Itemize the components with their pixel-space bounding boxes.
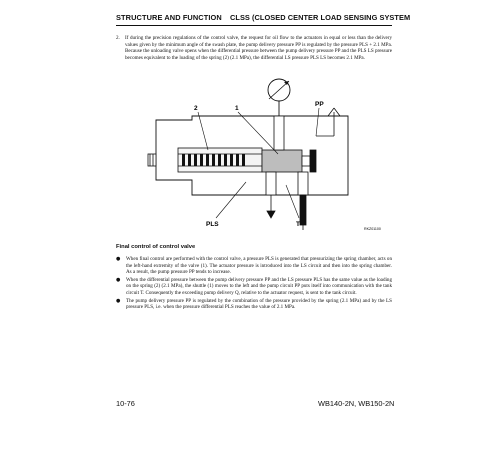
section-title: Final control of control valve: [116, 244, 196, 250]
page-number: 10-76: [116, 399, 135, 408]
list-item: [116, 298, 392, 311]
list-item: [116, 277, 392, 297]
bullet-text: When final control are performed with the control valve, a pressure PLS is generated that pressurizing the spring chamber, acts on the left-hand extremity of the valve (1). The actuator pressure is introduced into the LS circuit and then into the spring chamber. As a result, the pump pressure PP tends to increase.: [126, 256, 392, 276]
paragraph-text: If during the precision regulations of the control valve, the request for oil flow to the actuators in equal or less than the delivery values given by the minimum angle of the swash plate, the pump delivery pressure PP is regulated by the pressure PLS + 2.1 MPa. Because the unloading valve opens when the differential pressure between the pump delivery pressure PP and the PLS LS pressure becomes equivalent to the loading of the spring (2) (2.1 MPa), the differential LS pressure PLS LS becomes 2.1 MPa.: [125, 35, 392, 61]
pressure-gauge-icon: [268, 79, 290, 116]
model-names: WB140-2N, WB150-2N: [318, 399, 395, 408]
header-section-title: STRUCTURE AND FUNCTION: [116, 13, 222, 22]
paragraph-number: 2.: [116, 35, 120, 41]
label-spring-2: 2: [194, 105, 198, 112]
bullet-icon: ●: [116, 256, 121, 262]
end-cap: [148, 154, 156, 166]
label-tank-port: T: [296, 221, 300, 228]
figure-code: RKZ01100: [364, 227, 381, 231]
page-header: [116, 13, 411, 26]
unloading-valve-diagram: [116, 70, 392, 238]
list-item: [116, 256, 392, 276]
header-chapter-title: CLSS (CLOSED CENTER LOAD SENSING SYSTEM: [230, 13, 411, 22]
label-pp-port: PP: [315, 101, 324, 108]
bullet-icon: ●: [116, 297, 121, 304]
bullet-text: When the differential pressure between the pump delivery pressure PP and the LS pressure PLS has the same value as the loading on the spring (2) (2.1 MPa), the shuttle (1) moves to the left and the pump circuit PP puts itself into communication with the tank circuit T. Consequently the exceeding pump delivery Q, relative to the actuator request, is sent to the tank circuit.: [126, 276, 392, 296]
label-shuttle-1: 1: [235, 105, 239, 112]
bullet-text: The pump delivery pressure PP is regulated by the combination of the pressure provided by the spring (2.1 MPa) and by the LS pressure PLS, i.e. when the pressure differential PLS reaches the value of 2.1 MPa.: [126, 297, 392, 311]
bullet-icon: ●: [116, 276, 121, 283]
bullet-list: [116, 256, 392, 312]
label-pls-port: PLS: [206, 221, 219, 228]
